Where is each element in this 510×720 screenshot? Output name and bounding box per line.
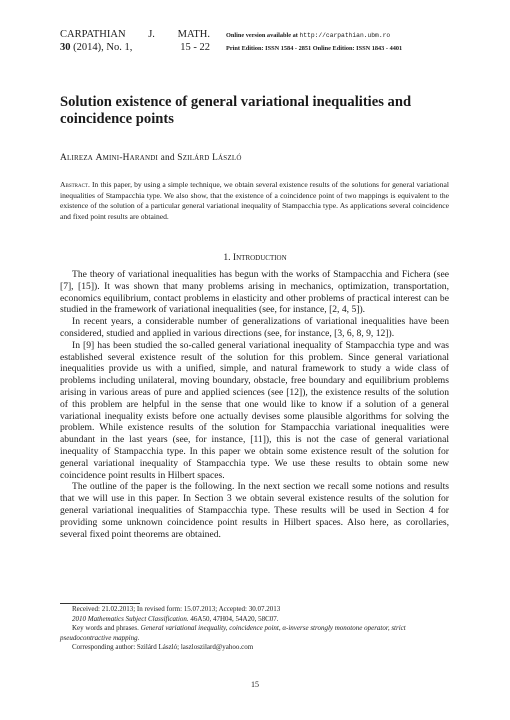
section-heading bbox=[0, 252, 510, 263]
keywords-label: Key words and phrases. bbox=[72, 624, 139, 633]
introduction-body bbox=[60, 269, 449, 540]
issue-text: (2014), No. 1, bbox=[73, 42, 133, 53]
abstract-label: Abstract. bbox=[60, 180, 90, 189]
keywords-line bbox=[60, 624, 449, 643]
edition-info bbox=[226, 29, 476, 55]
online-version-line bbox=[226, 29, 476, 42]
corresponding-author: Corresponding author: Szilárd László; laszloszilard@yahoo.com bbox=[72, 643, 254, 652]
page-number: 15 bbox=[251, 680, 259, 689]
author1-first: Alireza bbox=[60, 153, 94, 163]
footnotes bbox=[60, 605, 449, 653]
journal-name-row bbox=[60, 28, 210, 41]
online-url-link[interactable]: http://carpathian.ubm.ro bbox=[299, 32, 391, 39]
page-range: 15 - 22 bbox=[180, 42, 210, 53]
paragraph: The theory of variational inequalities has begun with the works of Stampacchia and Fichera (see [7], [15]). It was shown that many problems arising in mechanics, optimization, transportation, economics equilibrium, contact problems in elasticity and other problems of practical interest can be studied in the framework of variational inequalities (see, for instance, [2, 4, 5]). bbox=[60, 269, 449, 316]
paragraph: In [9] has been studied the so-called general variational inequality of Stampacchia type and was established several existence result of the solution for this problem. Since general variational inequalities provide us with a unified, simple, and natural framework to study a wide class of problems including unilateral, moving boundary, obstacle, free boundary and equilibrium problems arising in various areas of pure and applied sciences (see [12]), the existence results of the solution of this problem are helpful in the sense that one would like to know if a solution of a general variational inequality exists before one actually devises some plausible algorithms for solving the problem. While existence results of the solution for Stampacchia variational inequalities were abundant in the last years (see, for instance, [11]), this is not the case of general variational inequality of Stampacchia type. In this paper we obtain some existence result of the solution for general variational inequality of Stampacchia type. We use these results to obtain some new coincidence point results in Hilbert spaces. bbox=[60, 339, 449, 481]
section-number: 1. bbox=[223, 252, 231, 263]
paper-title: Solution existence of general variational inequalities and coincidence points bbox=[60, 94, 412, 127]
author-and: and bbox=[160, 153, 175, 163]
msc-label: 2010 Mathematics Subject Classification. bbox=[72, 614, 189, 623]
section-title: Introduction bbox=[232, 252, 287, 263]
paragraph: In recent years, a considerable number of generalizations of variational inequalities have been considered, studied and applied in various directions (see, for instance, [3, 6, 8, 9, 12]). bbox=[60, 316, 449, 339]
journal-math: MATH. bbox=[177, 29, 210, 40]
received-dates: Received: 21.02.2013; In revised form: 15.07.2013; Accepted: 30.07.2013 bbox=[72, 605, 281, 613]
msc-line bbox=[60, 615, 449, 625]
author2-first: Szilárd bbox=[177, 153, 210, 163]
journal-citation bbox=[60, 28, 210, 54]
msc-codes: 46A50, 47H04, 54A20, 58C07. bbox=[190, 614, 279, 623]
volume-number: 30 bbox=[60, 42, 71, 53]
paragraph: The outline of the paper is the following. In the next section we recall some notions and results that we will use in this paper. In Section 3 we obtain several existence results of the solution for general variational inequalities of Stampacchia type. These results will be used in Section 4 for providing some unknown coincidence point results in Hilbert spaces. Also here, as corollaries, several fixed point theorems are obtained. bbox=[60, 481, 449, 540]
author2-last: László bbox=[212, 153, 242, 163]
keywords-text: General variational inequality, coincidence point, α-inverse strongly monotone operator, strict pseudocontractive mapping. bbox=[60, 624, 406, 642]
volume-row bbox=[60, 41, 210, 54]
author-line bbox=[60, 153, 242, 163]
journal-j: J. bbox=[148, 29, 155, 40]
abstract bbox=[60, 180, 449, 222]
author1-last: Amini-Harandi bbox=[95, 153, 159, 163]
online-label: Online version available at bbox=[226, 32, 298, 39]
footnote-rule bbox=[60, 603, 140, 604]
journal-name: CARPATHIAN bbox=[60, 29, 126, 40]
print-edition-line: Print Edition: ISSN 1584 - 2851 Online Edition: ISSN 1843 - 4401 bbox=[226, 45, 403, 52]
abstract-text: In this paper, by using a simple technique, we obtain several existence results of the solutions for general variational inequalities of Stampacchia type. We also show, that the existence of a coincidence point of two mappings is equivalent to the existence of the solution of a particular general variational inequality of Stampacchia type. As applications several coincidence and fixed point results are obtained. bbox=[60, 180, 450, 221]
